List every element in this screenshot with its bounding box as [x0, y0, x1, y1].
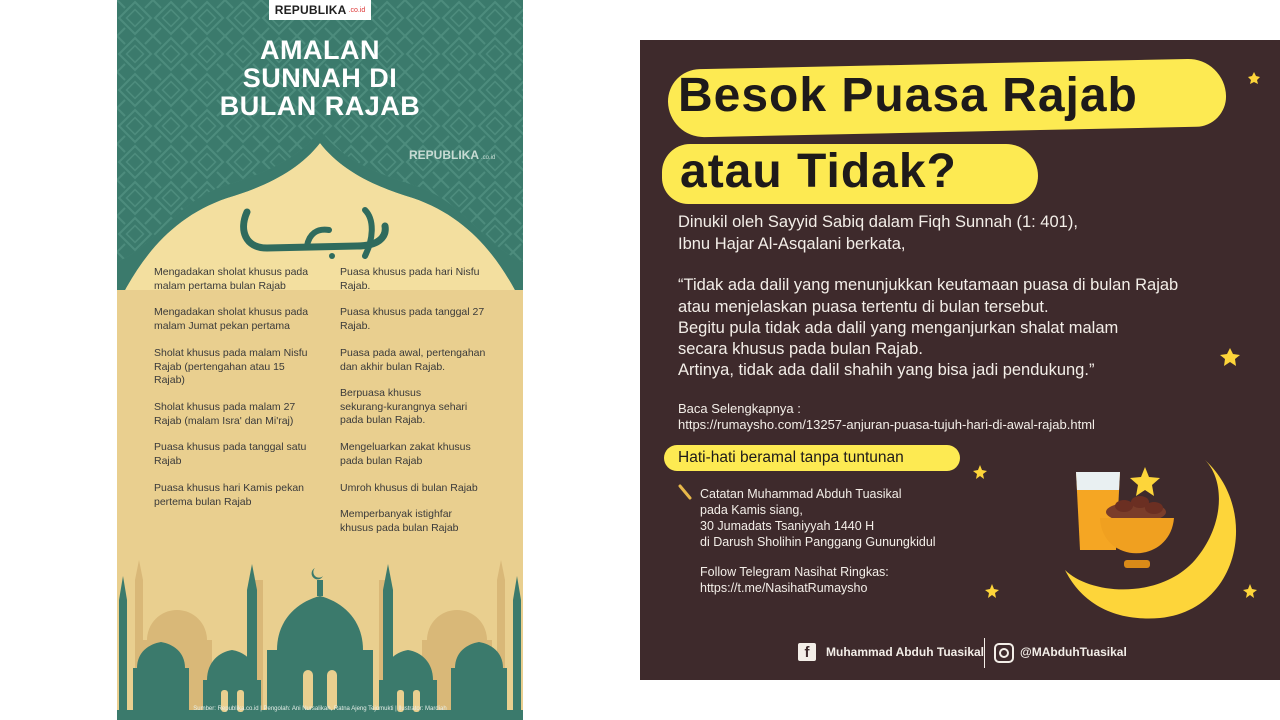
telegram-label: Follow Telegram Nasihat Ringkas:: [700, 565, 889, 579]
quote-line-5: Artinya, tidak ada dalil shahih yang bisa jadi pendukung.”: [678, 361, 1095, 379]
title-line-2: SUNNAH DI: [242, 63, 398, 93]
list-item: Memperbanyak istighfar khusus pada bulan Rajab: [340, 508, 459, 534]
title-line-1: AMALAN: [260, 35, 380, 65]
rajab-calligraphy: [237, 190, 397, 260]
pen-icon: [680, 486, 690, 498]
headline-line-2: atau Tidak?: [680, 145, 957, 198]
footer-divider: [984, 638, 985, 668]
quote-line-1: “Tidak ada dalil yang menunjukkan keutamaan puasa di bulan Rajab: [678, 276, 1179, 294]
instagram-handle: @MAbduhTuasikal: [1020, 645, 1127, 659]
facebook-name: Muhammad Abduh Tuasikal: [826, 645, 985, 659]
dates-bowl: [1100, 496, 1174, 568]
author-line-3: 30 Jumadats Tsaniyyah 1440 H: [700, 519, 875, 533]
watermark: REPUBLIKA .co.id: [409, 148, 496, 162]
author-line-1: Catatan Muhammad Abduh Tuasikal: [700, 487, 902, 501]
list-item: Sholat khusus pada malam Nisfu Rajab (pertengahan atau 15 Rajab): [154, 347, 308, 386]
list-item: Mengeluarkan zakat khusus pada bulan Rajab: [340, 441, 471, 467]
list-item: Puasa khusus pada tanggal satu Rajab: [154, 441, 307, 467]
list-item: Mengadakan sholat khusus pada malam pertama bulan Rajab: [154, 266, 309, 292]
list-item: Puasa pada awal, pertengahan dan akhir bulan Rajab.: [340, 347, 486, 373]
title-line-3: BULAN RAJAB: [219, 91, 421, 121]
list-item: Mengadakan sholat khusus pada malam Jumat pekan pertama: [154, 306, 309, 332]
warning-pill-text: Hati-hati beramal tanpa tuntunan: [678, 449, 904, 466]
mosque-skyline: [117, 540, 523, 720]
left-poster: [117, 0, 523, 720]
list-item: Sholat khusus pada malam 27 Rajab (malam Isra' dan Mi'raj): [154, 401, 296, 427]
source-credit: Sumber: Republika.co.id | Pengolah: Ani Nursalikah, Ratna Ajeng Tejomukti | Ilustrator: Mardiah: [193, 706, 447, 712]
quote-line-3: Begitu pula tidak ada dalil yang menganjurkan shalat malam: [678, 319, 1119, 337]
author-line-4: di Darush Sholihin Panggang Gunungkidul: [700, 535, 936, 549]
republika-logo: REPUBLIKA .co.id: [269, 0, 371, 20]
facebook-icon: f: [798, 643, 816, 661]
quote-line-2: atau menjelaskan puasa tertentu di bulan tersebut.: [678, 298, 1049, 316]
instagram-icon: [994, 643, 1014, 663]
list-item: Puasa khusus pada hari Nisfu Rajab.: [340, 266, 480, 292]
author-line-2: pada Kamis siang,: [700, 503, 803, 517]
headline-line-1: Besok Puasa Rajab: [678, 69, 1138, 122]
read-more-label: Baca Selengkapnya :: [678, 401, 801, 416]
quote-line-4: secara khusus pada bulan Rajab.: [678, 340, 923, 358]
intro-line-2: Ibnu Hajar Al-Asqalani berkata,: [678, 235, 906, 253]
read-more-url[interactable]: https://rumaysho.com/13257-anjuran-puasa-tujuh-hari-di-awal-rajab.html: [678, 417, 1095, 432]
list-item: Umroh khusus di bulan Rajab: [340, 482, 478, 494]
telegram-url[interactable]: https://t.me/NasihatRumaysho: [700, 581, 868, 595]
list-item: Puasa khusus pada tanggal 27 Rajab.: [340, 306, 485, 332]
list-item: Puasa khusus hari Kamis pekan pertema bulan Rajab: [154, 482, 304, 508]
right-poster: [640, 40, 1280, 680]
list-item: Berpuasa khusus sekurang-kurangnya sehari pada bulan Rajab.: [340, 387, 468, 426]
intro-line-1: Dinukil oleh Sayyid Sabiq dalam Fiqh Sunnah (1: 401),: [678, 213, 1078, 231]
